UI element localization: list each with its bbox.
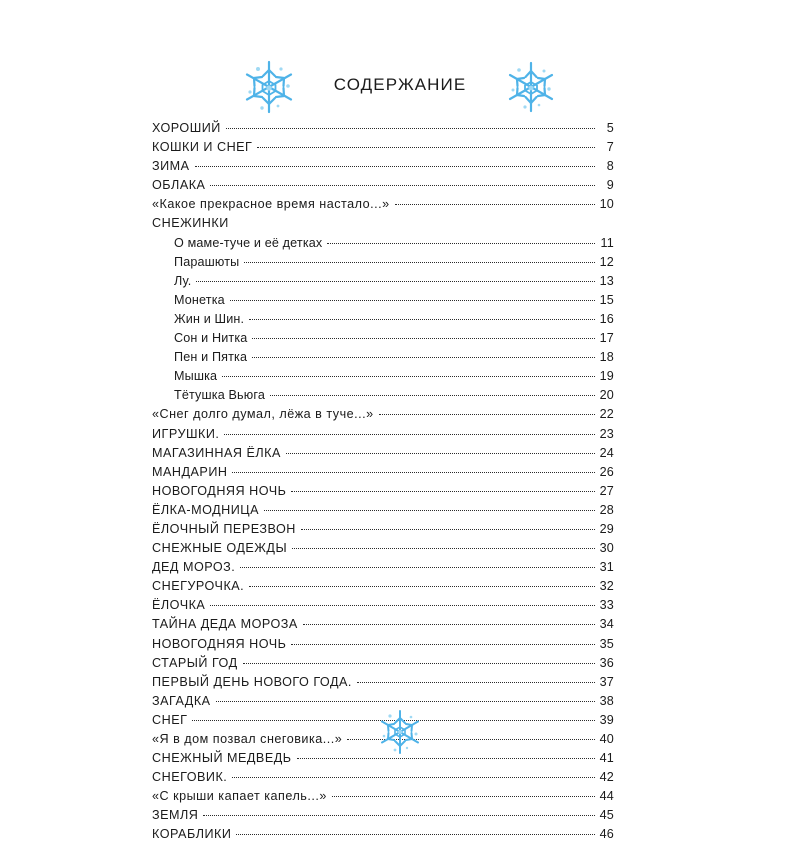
- snowflake-icon: [374, 706, 426, 758]
- toc-entry[interactable]: [152, 599, 614, 618]
- toc-entry-page-number: 23: [599, 426, 614, 441]
- toc-entry-label: НОВОГОДНЯЯ НОЧЬ: [152, 636, 287, 651]
- toc-entry-page-number: 9: [606, 178, 614, 193]
- toc-entry[interactable]: [152, 332, 614, 351]
- toc-dot-leader: [230, 300, 595, 301]
- toc-entry-label: ДЕД МОРОЗ.: [152, 560, 236, 575]
- page-title: СОДЕРЖАНИЕ: [333, 75, 467, 94]
- toc-entry[interactable]: [152, 160, 614, 179]
- toc-entry-label: ИГРУШКИ.: [152, 426, 220, 441]
- toc-entry-page-number: 34: [599, 617, 614, 632]
- toc-entry-page-number: 33: [599, 598, 614, 613]
- toc-entry-page-number: 42: [599, 770, 614, 785]
- toc-entry-label: Пен и Пятка: [174, 350, 248, 365]
- toc-entry[interactable]: [152, 370, 614, 389]
- toc-dot-leader: [357, 682, 595, 683]
- toc-dot-leader: [292, 548, 595, 549]
- toc-entry-label: Мышка: [174, 369, 218, 384]
- toc-dot-leader: [252, 338, 595, 339]
- toc-dot-leader: [249, 319, 595, 320]
- toc-entry[interactable]: [152, 122, 614, 141]
- toc-entry-label: ОБЛАКА: [152, 178, 206, 193]
- toc-entry-page-number: 22: [599, 407, 614, 422]
- toc-entry-label: ЗИМА: [152, 159, 190, 174]
- toc-entry[interactable]: [152, 313, 614, 332]
- toc-entry-label: КОРАБЛИКИ: [152, 827, 232, 842]
- toc-entry-page-number: 19: [599, 369, 614, 384]
- toc-entry[interactable]: [152, 179, 614, 198]
- toc-entry[interactable]: [152, 771, 614, 790]
- toc-entry-label: СНЕГОВИК.: [152, 770, 228, 785]
- toc-dot-leader: [244, 262, 595, 263]
- toc-entry-label: МАНДАРИН: [152, 464, 228, 479]
- toc-entry-label: Монетка: [174, 292, 225, 307]
- toc-entry-label: Сон и Нитка: [174, 331, 248, 346]
- toc-entry[interactable]: [152, 275, 614, 294]
- page-header: [0, 52, 800, 122]
- toc-entry[interactable]: [152, 809, 614, 828]
- toc-entry-page-number: 45: [599, 808, 614, 823]
- toc-entry-label: СНЕЖНЫЙ МЕДВЕДЬ: [152, 751, 292, 766]
- toc-dot-leader: [332, 796, 595, 797]
- snowflake-icon: [238, 56, 300, 118]
- toc-entry-label: ХОРОШИЙ: [152, 121, 221, 135]
- toc-entry[interactable]: [152, 561, 614, 580]
- toc-entry[interactable]: [152, 141, 614, 160]
- toc-entry-label: СНЕГ: [152, 712, 188, 727]
- toc-dot-leader: [297, 758, 595, 759]
- toc-entry[interactable]: [152, 523, 614, 542]
- toc-entry-page-number: 15: [599, 292, 614, 307]
- toc-entry-label: ЁЛОЧНЫЙ ПЕРЕЗВОН: [152, 521, 296, 536]
- snowflake-icon: [500, 56, 562, 118]
- toc-entry-page-number: 27: [599, 483, 614, 498]
- toc-entry-label: О маме-туче и её детках: [174, 235, 323, 250]
- toc-entry[interactable]: [152, 294, 614, 313]
- toc-entry-page-number: 37: [599, 674, 614, 689]
- toc-entry-page-number: 44: [599, 789, 614, 804]
- toc-entry-label: Тётушка Вьюга: [174, 388, 265, 403]
- toc-entry[interactable]: [152, 447, 614, 466]
- toc-entry[interactable]: [152, 408, 614, 427]
- toc-entry-page-number: 31: [599, 560, 614, 575]
- toc-dot-leader: [395, 204, 595, 205]
- toc-entry[interactable]: [152, 351, 614, 370]
- toc-entry-label: НОВОГОДНЯЯ НОЧЬ: [152, 483, 287, 498]
- toc-entry-page-number: 46: [599, 827, 614, 842]
- toc-entry[interactable]: [152, 618, 614, 637]
- toc-entry-label: «Какое прекрасное время настало...»: [152, 197, 390, 212]
- toc-dot-leader: [286, 453, 595, 454]
- toc-entry-page-number: 32: [599, 579, 614, 594]
- toc-entry-label: ПЕРВЫЙ ДЕНЬ НОВОГО ГОДА.: [152, 674, 352, 689]
- toc-dot-leader: [327, 243, 595, 244]
- toc-entry-label: СТАРЫЙ ГОД: [152, 655, 238, 670]
- toc-dot-leader: [222, 376, 595, 377]
- toc-entry-label: Лу.: [174, 273, 192, 288]
- toc-entry-label: «Я в дом позвал снеговика...»: [152, 732, 343, 746]
- toc-dot-leader: [264, 510, 595, 511]
- toc-entry-page-number: 12: [599, 254, 614, 269]
- toc-entry-label: ТАЙНА ДЕДА МОРОЗА: [152, 617, 298, 632]
- toc-dot-leader: [232, 472, 595, 473]
- toc-entry-page-number: 24: [599, 445, 614, 460]
- toc-entry[interactable]: [152, 428, 614, 447]
- toc-dot-leader: [196, 281, 595, 282]
- toc-entry[interactable]: [152, 657, 614, 676]
- toc-entry-page-number: 38: [599, 693, 614, 708]
- toc-entry[interactable]: [152, 828, 614, 847]
- toc-dot-leader: [224, 434, 595, 435]
- toc-dot-leader: [240, 567, 595, 568]
- toc-dot-leader: [291, 644, 595, 645]
- toc-dot-leader: [243, 663, 595, 664]
- toc-entry-page-number: 30: [599, 541, 614, 556]
- toc-entry[interactable]: [152, 542, 614, 561]
- toc-entry-label: Парашюты: [174, 254, 240, 269]
- toc-entry-page-number: 40: [599, 732, 614, 746]
- toc-entry-page-number: 36: [599, 655, 614, 670]
- toc-entry[interactable]: [152, 389, 614, 408]
- toc-entry[interactable]: [152, 638, 614, 657]
- toc-entry-page-number: 8: [606, 159, 614, 174]
- toc-entry-page-number: 17: [599, 331, 614, 346]
- toc-entry[interactable]: [152, 237, 614, 256]
- toc-entry-page-number: 26: [599, 464, 614, 479]
- toc-entry[interactable]: [152, 504, 614, 523]
- toc-entry-page-number: 35: [599, 636, 614, 651]
- toc-dot-leader: [249, 586, 595, 587]
- toc-entry-page-number: 10: [599, 197, 614, 212]
- toc-dot-leader: [252, 357, 595, 358]
- toc-entry-page-number: 39: [599, 712, 614, 727]
- toc-dot-leader: [203, 815, 595, 816]
- toc-dot-leader: [216, 701, 595, 702]
- toc-entry[interactable]: [152, 466, 614, 485]
- toc-entry[interactable]: [152, 485, 614, 504]
- toc-entry-page-number: 41: [599, 751, 614, 766]
- toc-entry-label: МАГАЗИННАЯ ЁЛКА: [152, 445, 281, 460]
- toc-entry-page-number: 13: [599, 273, 614, 288]
- toc-dot-leader: [226, 128, 595, 129]
- toc-entry-label: «С крыши капает капель...»: [152, 789, 327, 804]
- toc-dot-leader: [257, 147, 595, 148]
- toc-entry-label: СНЕЖИНКИ: [152, 216, 229, 231]
- toc-entry-label: «Снег долго думал, лёжа в туче...»: [152, 407, 374, 422]
- toc-dot-leader: [232, 777, 595, 778]
- toc-entry-label: СНЕГУРОЧКА.: [152, 579, 245, 594]
- toc-entry-label: ЁЛОЧКА: [152, 598, 206, 613]
- toc-dot-leader: [270, 395, 595, 396]
- toc-entry-page-number: 7: [606, 140, 614, 155]
- toc-dot-leader: [303, 624, 595, 625]
- toc-entry-label: Жин и Шин.: [174, 311, 245, 326]
- toc-entry-page-number: 20: [599, 388, 614, 403]
- toc-dot-leader: [210, 605, 595, 606]
- toc-entry-page-number: 5: [606, 121, 614, 135]
- toc-entry[interactable]: [152, 676, 614, 695]
- toc-dot-leader: [379, 414, 595, 415]
- toc-entry-label: ЗЕМЛЯ: [152, 808, 199, 823]
- toc-entry-page-number: 28: [599, 502, 614, 517]
- toc-entry[interactable]: [152, 580, 614, 599]
- toc-entry-page-number: 18: [599, 350, 614, 365]
- toc-entry-page-number: 16: [599, 311, 614, 326]
- toc-dot-leader: [195, 166, 595, 167]
- toc-entry-label: КОШКИ И СНЕГ: [152, 140, 253, 155]
- toc-entry[interactable]: [152, 217, 614, 236]
- toc-entry-label: ЗАГАДКА: [152, 693, 211, 708]
- toc-entry-page-number: 11: [600, 235, 614, 250]
- toc-entry[interactable]: [152, 198, 614, 217]
- toc-dot-leader: [236, 834, 595, 835]
- toc-dot-leader: [210, 185, 595, 186]
- toc-entry-label: СНЕЖНЫЕ ОДЕЖДЫ: [152, 541, 288, 556]
- toc-entry-page-number: 29: [599, 521, 614, 536]
- toc-dot-leader: [291, 491, 595, 492]
- toc-entry-label: ЁЛКА-МОДНИЦА: [152, 502, 260, 517]
- toc-dot-leader: [301, 529, 595, 530]
- toc-entry[interactable]: [152, 256, 614, 275]
